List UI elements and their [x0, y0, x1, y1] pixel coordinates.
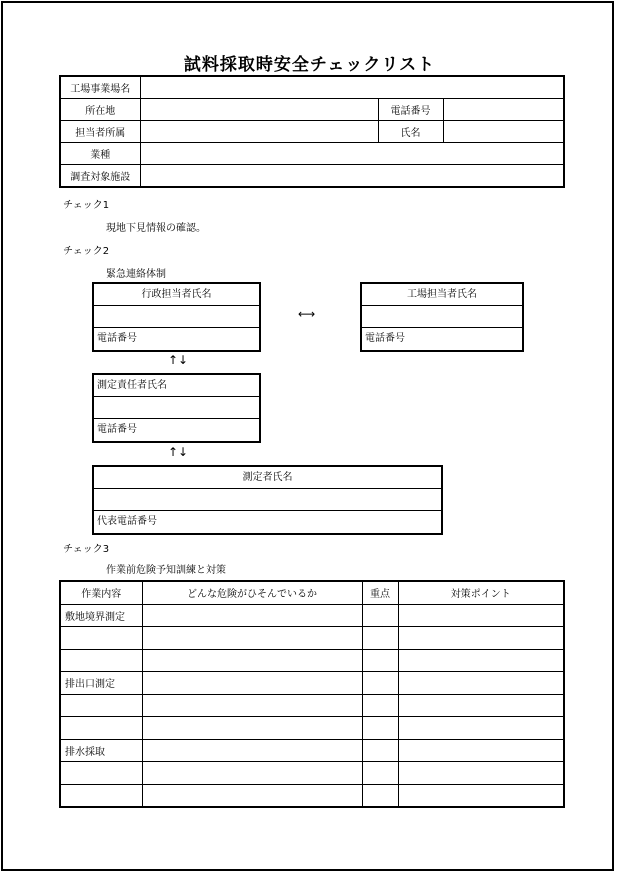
- vertical-arrow-icon: ↑↓: [168, 445, 189, 459]
- priority-cell[interactable]: [362, 649, 398, 672]
- task-outlet: 排出口測定: [60, 672, 142, 695]
- priority-cell[interactable]: [362, 627, 398, 650]
- priority-cell[interactable]: [362, 694, 398, 717]
- admin-contact-box: [92, 282, 261, 352]
- table-row: [60, 694, 564, 717]
- task-cell[interactable]: [60, 627, 142, 650]
- col-task: 作業内容: [60, 581, 142, 604]
- measurer-contact-box: [92, 465, 443, 535]
- hazard-cell[interactable]: [142, 694, 362, 717]
- supervisor-phone-label: 電話番号: [97, 424, 137, 435]
- facility-label: 調査対象施設: [60, 165, 140, 188]
- horizontal-arrow-icon: ⟷: [298, 307, 316, 321]
- task-wastewater: 排水採取: [60, 739, 142, 762]
- factory-name-field[interactable]: [362, 306, 522, 328]
- industry-row: [60, 143, 564, 165]
- priority-cell[interactable]: [362, 672, 398, 695]
- priority-cell[interactable]: [362, 762, 398, 785]
- factory-label: 工場事業場名: [60, 76, 140, 99]
- table-row: [60, 739, 564, 762]
- task-cell[interactable]: [60, 762, 142, 785]
- countermeasure-cell[interactable]: [398, 604, 564, 627]
- measurer-name-label: 測定者氏名: [94, 467, 441, 489]
- factory-row: [60, 76, 564, 99]
- task-cell[interactable]: [60, 649, 142, 672]
- facility-row: [60, 165, 564, 188]
- factory-field[interactable]: [140, 76, 564, 99]
- factory-contact-box: [360, 282, 524, 352]
- col-priority: 重点: [362, 581, 398, 604]
- address-field[interactable]: [140, 99, 378, 121]
- hazard-cell[interactable]: [142, 627, 362, 650]
- task-cell[interactable]: [60, 784, 142, 807]
- address-row: [60, 99, 564, 121]
- countermeasure-cell[interactable]: [398, 717, 564, 740]
- info-table: [59, 75, 565, 188]
- col-countermeasure: 対策ポイント: [398, 581, 564, 604]
- phone-field[interactable]: [443, 99, 564, 121]
- dept-row: [60, 121, 564, 143]
- hazard-cell[interactable]: [142, 739, 362, 762]
- hazard-cell[interactable]: [142, 604, 362, 627]
- countermeasure-cell[interactable]: [398, 784, 564, 807]
- dept-label: 担当者所属: [60, 121, 140, 143]
- measurer-phone-label: 代表電話番号: [97, 516, 157, 527]
- address-label: 所在地: [60, 99, 140, 121]
- industry-field[interactable]: [140, 143, 564, 165]
- table-row: [60, 649, 564, 672]
- task-cell[interactable]: [60, 717, 142, 740]
- vertical-arrow-icon: ↑↓: [168, 353, 189, 367]
- table-header-row: [60, 581, 564, 604]
- hazard-cell[interactable]: [142, 672, 362, 695]
- hazard-cell[interactable]: [142, 717, 362, 740]
- countermeasure-cell[interactable]: [398, 739, 564, 762]
- table-row: [60, 762, 564, 785]
- name-field[interactable]: [443, 121, 564, 143]
- priority-cell[interactable]: [362, 739, 398, 762]
- check1-text: 現地下見情報の確認。: [106, 223, 206, 234]
- admin-name-label: 行政担当者氏名: [94, 284, 259, 306]
- name-label: 氏名: [378, 121, 443, 143]
- table-row: [60, 627, 564, 650]
- countermeasure-cell[interactable]: [398, 694, 564, 717]
- supervisor-contact-box: [92, 373, 261, 443]
- table-row: [60, 717, 564, 740]
- check3-heading: チェック3: [63, 544, 110, 555]
- measurer-name-fields: [94, 489, 441, 511]
- task-cell[interactable]: [60, 694, 142, 717]
- table-row: [60, 604, 564, 627]
- factory-phone-label: 電話番号: [365, 333, 405, 344]
- col-hazard: どんな危険がひそんでいるか: [142, 581, 362, 604]
- countermeasure-cell[interactable]: [398, 762, 564, 785]
- priority-cell[interactable]: [362, 604, 398, 627]
- task-boundary: 敷地境界測定: [60, 604, 142, 627]
- page-title: 試料採取時安全チェックリスト: [183, 55, 436, 75]
- dept-field[interactable]: [140, 121, 378, 143]
- hazard-cell[interactable]: [142, 784, 362, 807]
- priority-cell[interactable]: [362, 784, 398, 807]
- countermeasure-cell[interactable]: [398, 627, 564, 650]
- priority-cell[interactable]: [362, 717, 398, 740]
- check2-subheading: 緊急連絡体制: [106, 269, 166, 280]
- check2-heading: チェック2: [63, 246, 110, 257]
- supervisor-name-field[interactable]: [94, 397, 259, 419]
- hazard-prediction-table: [59, 580, 565, 808]
- countermeasure-cell[interactable]: [398, 672, 564, 695]
- hazard-cell[interactable]: [142, 649, 362, 672]
- industry-label: 業種: [60, 143, 140, 165]
- table-row: [60, 784, 564, 807]
- supervisor-name-label: 測定責任者氏名: [94, 375, 259, 397]
- admin-phone-label: 電話番号: [97, 333, 137, 344]
- check1-heading: チェック1: [63, 200, 110, 211]
- hazard-cell[interactable]: [142, 762, 362, 785]
- phone-label: 電話番号: [378, 99, 443, 121]
- countermeasure-cell[interactable]: [398, 649, 564, 672]
- check3-subheading: 作業前危険予知訓練と対策: [106, 565, 226, 576]
- facility-field[interactable]: [140, 165, 564, 188]
- admin-name-field[interactable]: [94, 306, 259, 328]
- factory-name-label: 工場担当者氏名: [362, 284, 522, 306]
- table-row: [60, 672, 564, 695]
